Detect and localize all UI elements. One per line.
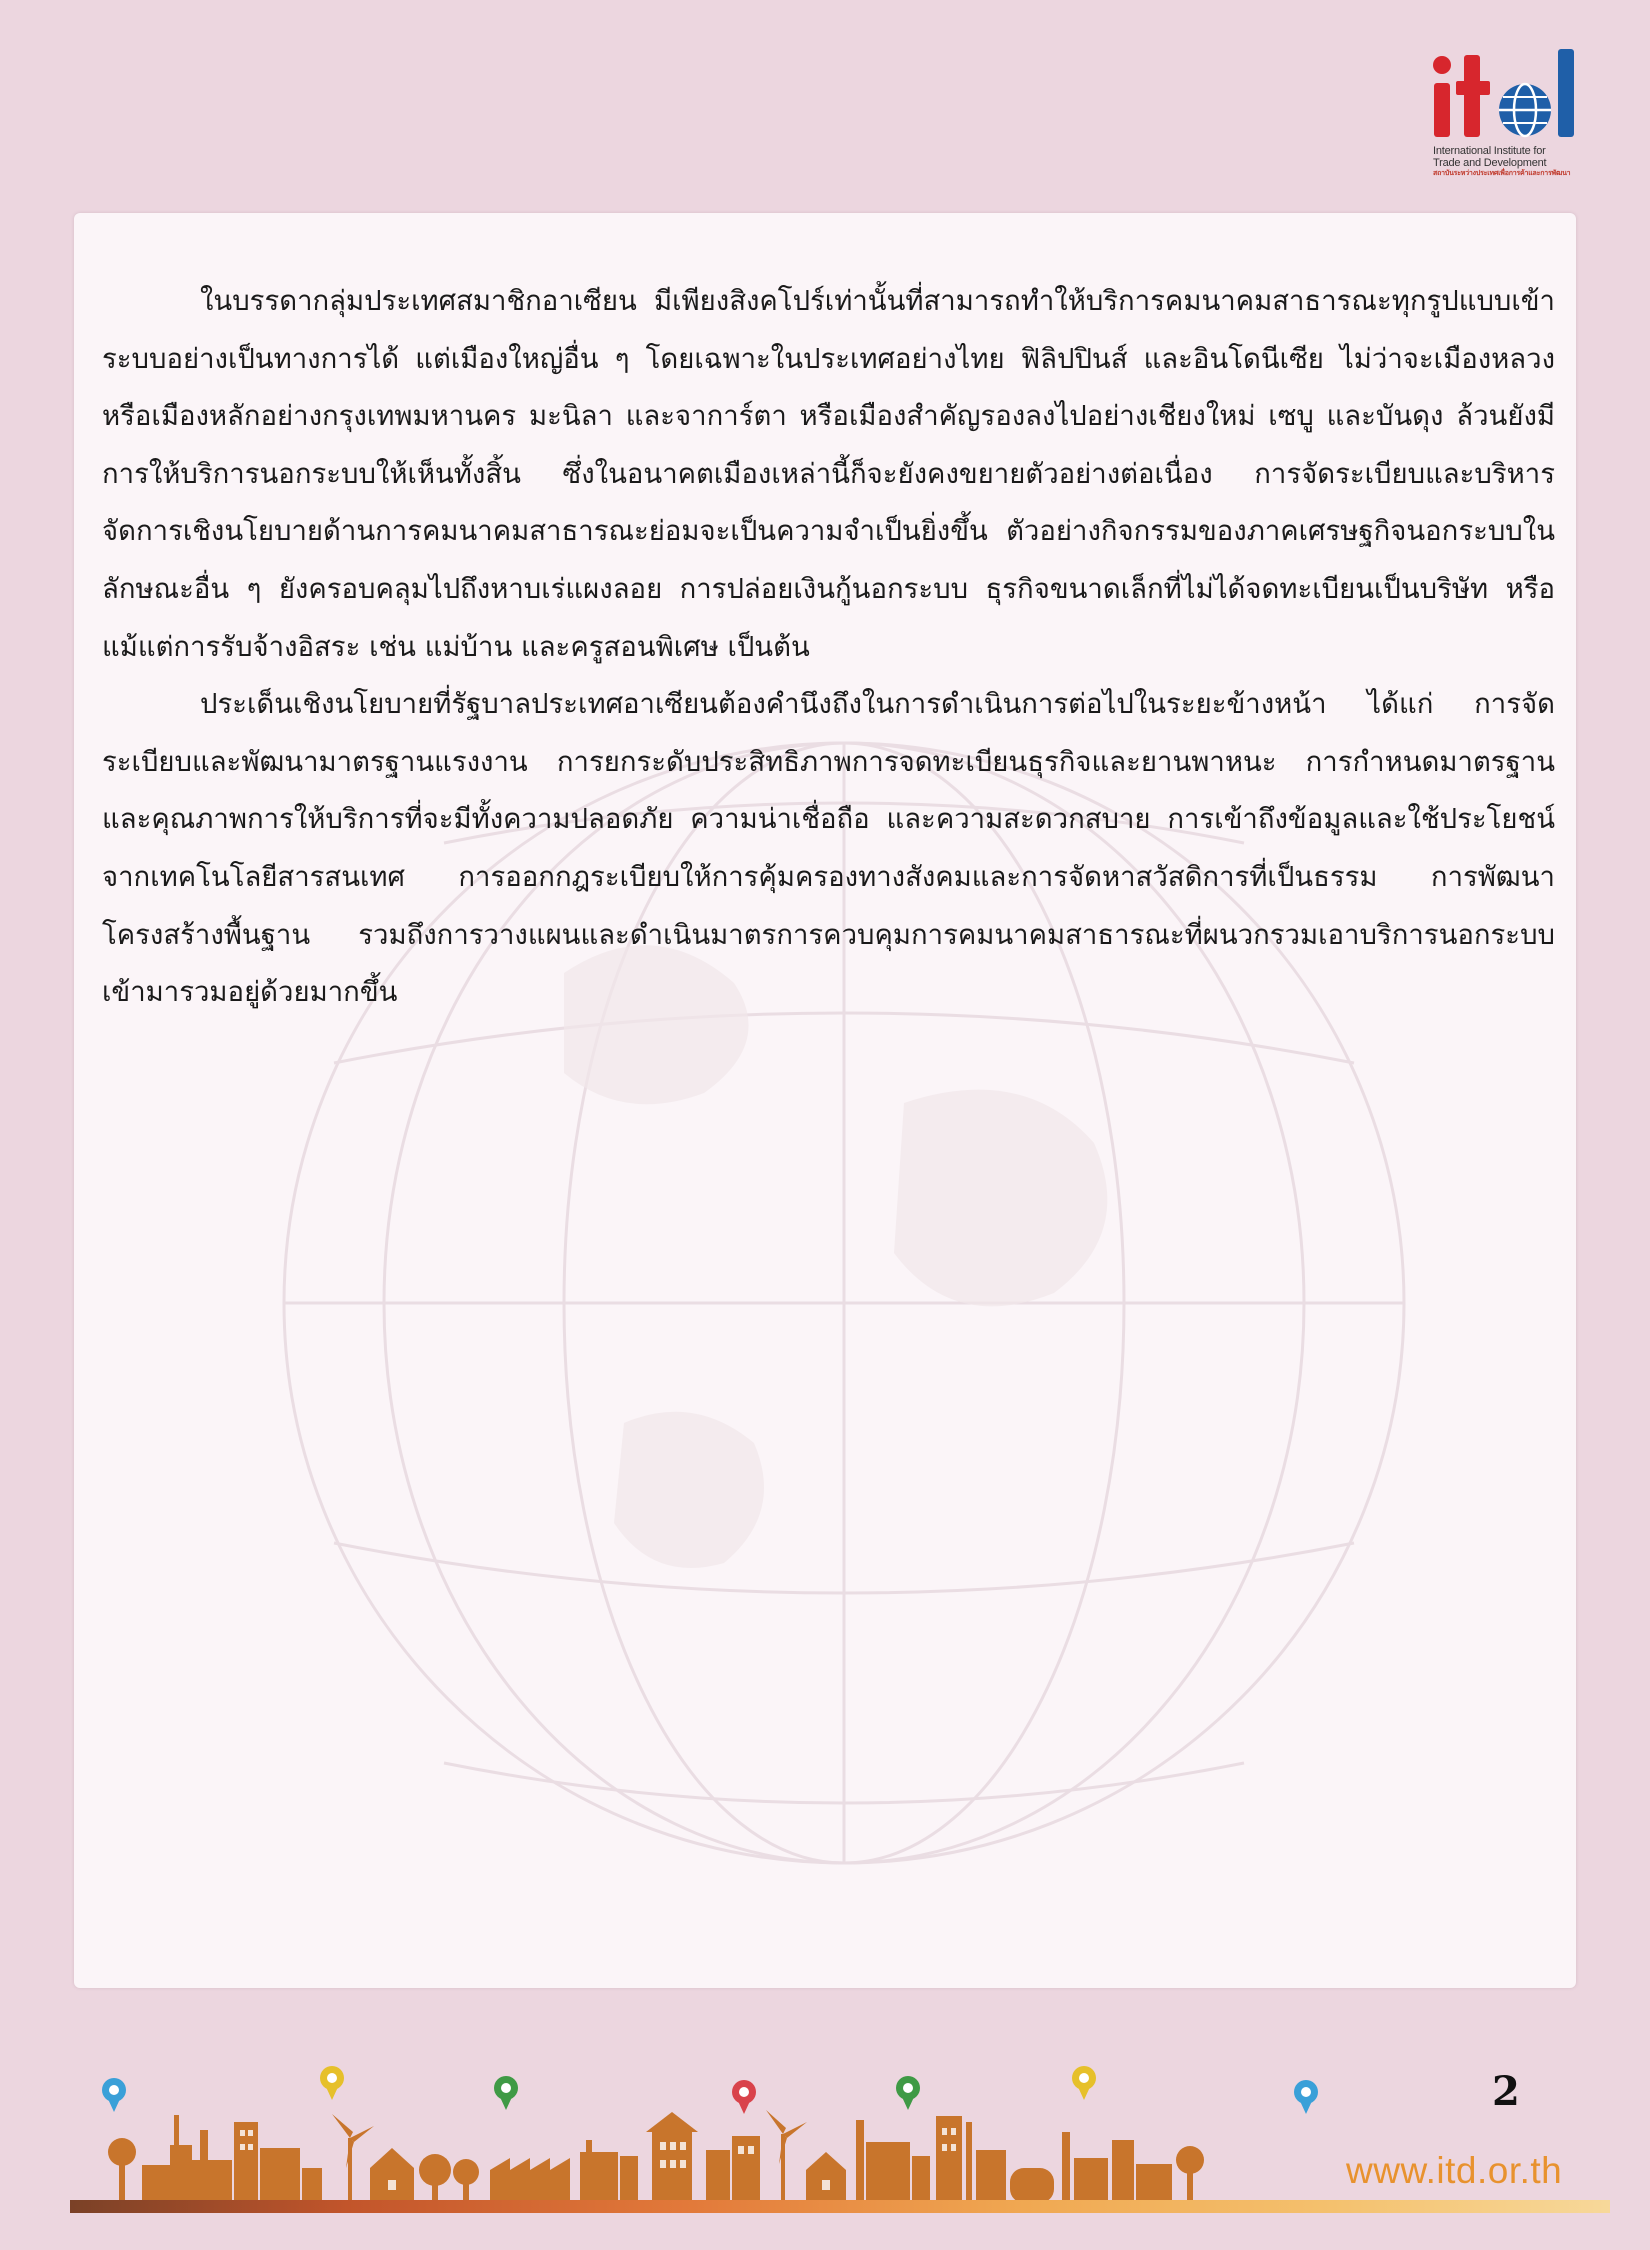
- itd-logo-mark: [1430, 45, 1590, 143]
- logo-line-1: International Institute for: [1433, 145, 1546, 157]
- logo-line-3: สถาบันระหว่างประเทศเพื่อการค้าและการพัฒนา: [1433, 170, 1571, 177]
- paragraph-2: ประเด็นเชิงนโยบายที่รัฐบาลประเทศอาเซียนต้องคำนึงถึงในการดำเนินการต่อไปในระยะข้างหน้า ได้แก่ การจัดระเบียบและพัฒนามาตรฐานแรงงาน การยกระดับประสิทธิภาพการจดทะเบียนธุรกิจและยานพาหนะ การกำหนดมาตรฐานและคุณภาพการให้บริการที่จะมีทั้งความปลอดภัย ความน่าเชื่อถือ และความสะดวกสบาย การเข้าถึงข้อมูลและใช้ประโยชน์จากเทคโนโลยีสารสนเทศ การออกกฎระเบียบให้การคุ้มครองทางสังคมและการจัดหาสวัสดิการที่เป็นธรรม การพัฒนาโครงสร้างพื้นฐาน รวมถึงการวางแผนและดำเนินมาตรการควบคุมการคมนาคมสาธารณะที่ผนวกรวมเอาบริการนอกระบบเข้ามารวมอยู่ด้วยมากขึ้น: [102, 688, 1555, 1009]
- logo-line-2: Trade and Development: [1433, 157, 1547, 169]
- itd-logo: [1425, 45, 1590, 185]
- body-text: [102, 273, 1555, 1022]
- footer-stripe: [70, 2200, 1610, 2213]
- content-panel: [74, 213, 1576, 1988]
- cityscape-footer-icon: [70, 2060, 1330, 2210]
- website-link[interactable]: www.itd.or.th: [1346, 2150, 1563, 2191]
- page-number: 2: [1492, 2068, 1520, 2115]
- paragraph-1: ในบรรดากลุ่มประเทศสมาชิกอาเซียน มีเพียงสิงคโปร์เท่านั้นที่สามารถทำให้บริการคมนาคมสาธารณะทุกรูปแบบเข้าระบบอย่างเป็นทางการได้ แต่เมืองใหญ่อื่น ๆ โดยเฉพาะในประเทศอย่างไทย ฟิลิปปินส์ และอินโดนีเซีย ไม่ว่าจะเมืองหลวงหรือเมืองหลักอย่างกรุงเทพมหานคร มะนิลา และจาการ์ตา หรือเมืองสำคัญรองลงไปอย่างเชียงใหม่ เซบู และบันดุง ล้วนยังมีการให้บริการนอกระบบให้เห็นทั้งสิ้น ซึ่งในอนาคตเมืองเหล่านี้ก็จะยังคงขยายตัวอย่างต่อเนื่อง การจัดระเบียบและบริหารจัดการเชิงนโยบายด้านการคมนาคมสาธารณะย่อมจะเป็นความจำเป็นยิ่งขึ้น ตัวอย่างกิจกรรมของภาคเศรษฐกิจนอกระบบในลักษณะอื่น ๆ ยังครอบคลุมไปถึงหาบเร่แผงลอย การปล่อยเงินกู้นอกระบบ ธุรกิจขนาดเล็กที่ไม่ได้จดทะเบียนเป็นบริษัท หรือแม้แต่การรับจ้างอิสระ เช่น แม่บ้าน และครูสอนพิเศษ เป็นต้น: [102, 285, 1555, 663]
